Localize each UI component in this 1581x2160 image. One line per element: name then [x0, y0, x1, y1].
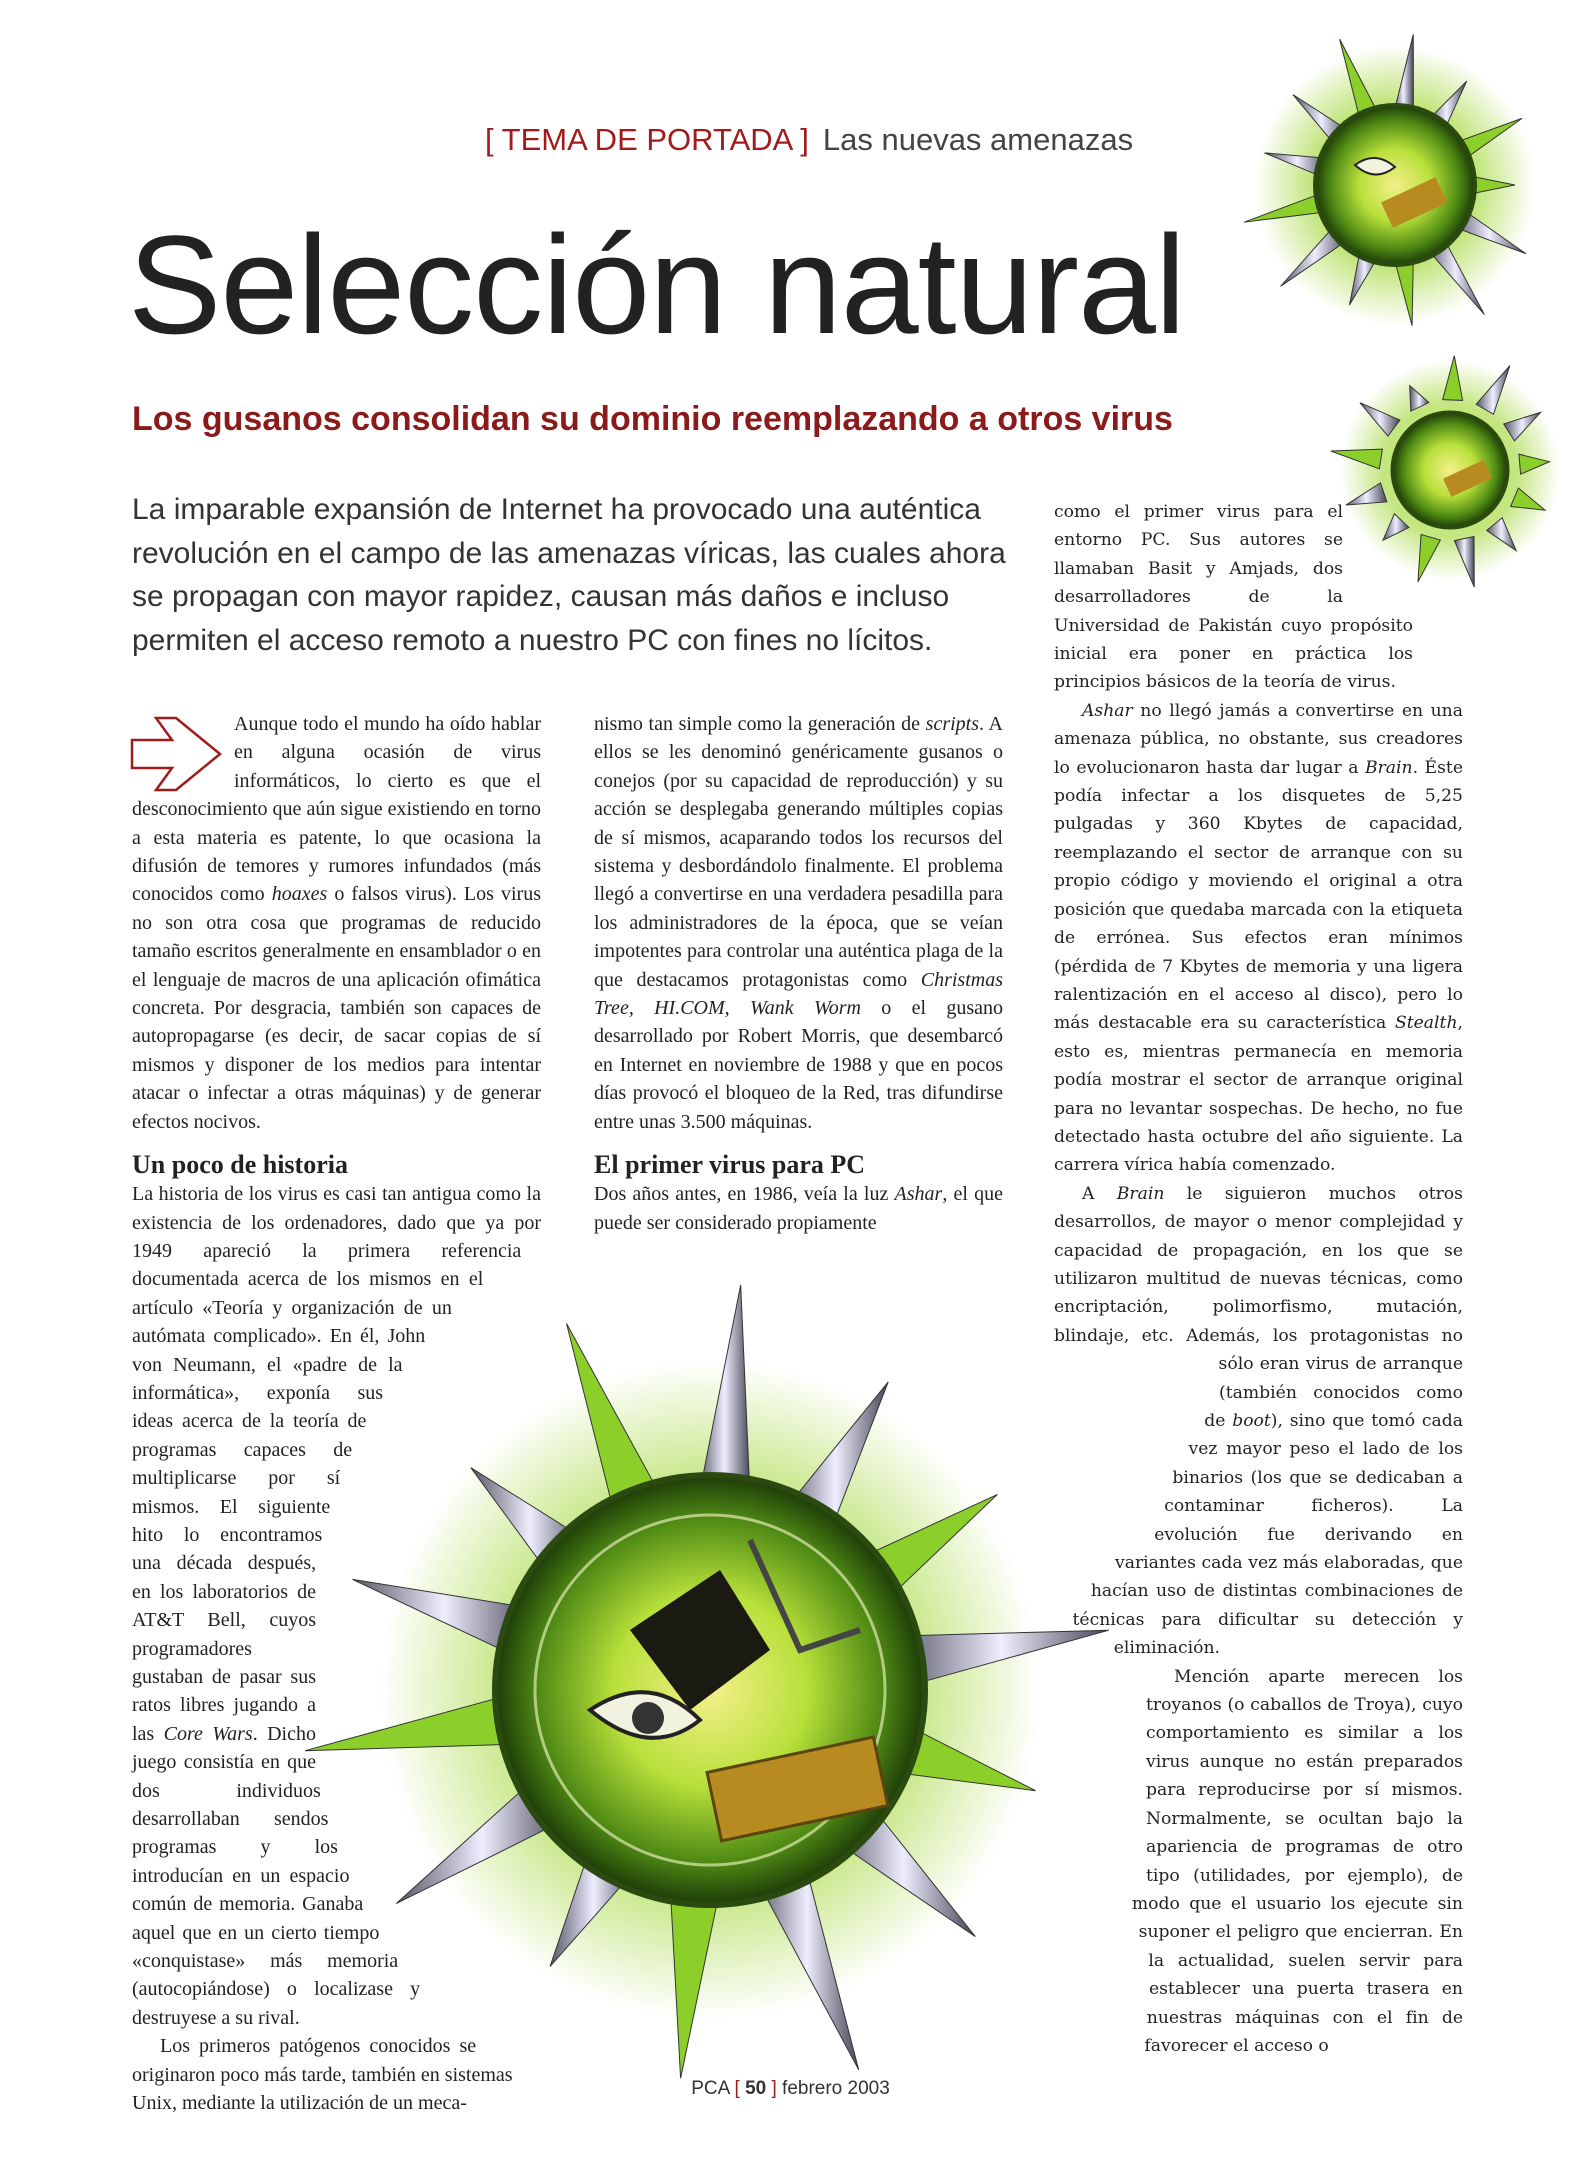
italic-term: Core Wars — [163, 1722, 253, 1745]
arrow-icon — [128, 714, 226, 794]
text-run: , esto es, mientras permanecía en memoria podía mostrar el sector de arranque original para no levantar sospechas. De hecho, no fue detectado hasta octubre del año siguiente. La carrera vírica había comenzado. — [1054, 1013, 1463, 1176]
text-run: Aunque todo el mundo ha oído hablar en alguna ocasión de virus informáticos, lo cierto es que el desconocimiento que aún sigue existiendo en torno a esta materia es patente, lo que ocasiona la difusión de temores y rumores infundados (más conocidos como — [132, 713, 541, 906]
text-run: Los primeros patógenos conocidos se originaron poco más tarde, también en sistemas Unix, mediante la utilización de un meca- — [132, 2035, 513, 2115]
text-run: como el primer virus para el entorno PC. Sus autores se llamaban Basit y Amjads, dos desarrolladores de la Universidad de Pakistán cuyo propósito inicial era poner en práctica los principios básicos de la teoría de virus. — [1054, 502, 1413, 693]
italic-term: boot — [1232, 1411, 1271, 1431]
text-run: Dos años antes, en 1986, veía la luz — [594, 1183, 895, 1206]
lead-line: revolución en el campo de las amenazas víricas, las cuales ahora — [132, 536, 1006, 570]
text-run: A — [1082, 1183, 1117, 1204]
italic-term: Wank Worm — [749, 997, 861, 1020]
article-subtitle: Los gusanos consolidan su dominio reemplazando a otros virus — [132, 400, 1173, 438]
text-run: o falsos virus). Los virus no son otra cosa que programas de reducido tamaño escritos generalmente en ensamblador o en el lenguaje de macros de una aplicación ofimática concreta. Por desgracia, también son capaces de autopropagarse (es decir, de sacar copias de sí mismos y disponer de los medios para intentar atacar o infectar a otras máquinas) y de generar efectos nocivos. — [132, 883, 541, 1133]
column-middle — [594, 710, 1003, 1237]
text-run: , — [724, 997, 750, 1020]
section-label: [ TEMA DE PORTADA ] — [485, 122, 809, 157]
text-run: Mención aparte merecen los troyanos (o caballos de Troya), cuyo comportamiento es similar a los virus aunque no están preparados para reproducirse por sí mismos. Normalmente, se ocultan bajo la apariencia de programas de otro tipo (utilidades, por ejemplo), de modo que el usuario los ejecute sin suponer el peligro que encierran. En la actualidad, suelen servir para establecer una puerta trasera en nuestras máquinas con el fin de favorecer el acceso o — [1131, 1666, 1463, 2056]
section-heading: El primer virus para PC — [594, 1150, 866, 1180]
footer-magazine: PCA — [691, 2078, 730, 2099]
lead-paragraph — [132, 488, 1032, 662]
italic-term: Brain — [1364, 757, 1413, 778]
virus-icon-top — [1220, 20, 1570, 350]
text-run: le siguieron muchos otros desarrollos, de mayor o menor complejidad y capacidad de propagación, en los que se utilizaron multitud de nuevas técnicas, como encriptación, polimorfismo, mutación, blindaje, etc. Además, los protagonistas no sólo eran virus de arranque (también conocidos como de — [1054, 1183, 1463, 1431]
italic-term: Ashar — [894, 1183, 943, 1206]
section-kicker — [485, 122, 1133, 158]
italic-term: hoaxes — [271, 883, 328, 906]
body-paragraph — [594, 710, 1003, 1136]
text-run: nismo tan simple como la generación de — [594, 713, 926, 735]
italic-term: Christmas Tree, HI.COM — [594, 968, 1003, 1020]
footer-date: febrero 2003 — [782, 2078, 890, 2099]
text-run: . Dicho juego consistía en que dos individuos desarrollaban sendos programas y los introducían en un espacio común de memoria. Ganaba aquel que en un cierto tiempo «conquistase» más memoria (autocopiándose) o localizase y destruyese a su rival. — [132, 1722, 421, 2029]
page-footer: PCA [ 50 ] febrero 2003 — [691, 2078, 890, 2099]
italic-term: Stealth — [1394, 1013, 1458, 1034]
text-run: , el que puede ser considerado propiamente — [594, 1183, 1003, 1234]
text-run: . A ellos se les denominó genéricamente gusanos o conejos (por su capacidad de reproducción) y su acción se desplegaba generando múltiples copias de sí mismos, acaparando todos los recursos del sistema y desbordándolo finalmente. El problema llegó a convertirse en una verdadera pesadilla para los administradores de la época, que se veían impotentes para controlar una auténtica plaga de la que destacamos protagonistas como — [594, 713, 1003, 991]
text-run: . Éste podía infectar a los disquetes de 5,25 pulgadas y 360 Kbytes de capacidad, reemplazando el sector de arranque con su propio código y moviendo el original a otra posición que quedaba marcada con la etiqueta de errónea. Sus efectos eran mínimos (pérdida de 7 Kbytes de memoria y una ligera ralentización en el acceso al disco), pero lo más destacable era su característica — [1054, 757, 1463, 1034]
page-number: 50 — [745, 2078, 767, 2099]
section-heading: Un poco de historia — [132, 1150, 348, 1180]
lead-line: permiten el acceso remoto a nuestro PC con fines no lícitos. — [132, 623, 933, 657]
body-paragraph — [1054, 697, 1463, 1180]
italic-term: Ashar — [1082, 700, 1133, 721]
body-paragraph — [594, 1180, 1003, 1237]
text-run: no llegó jamás a convertirse en una amenaza pública, no obstante, sus creadores lo evolucionaron hasta dar lugar a — [1054, 700, 1463, 778]
column-right — [1054, 498, 1463, 2127]
text-run: La historia de los virus es casi tan antigua como la existencia de los ordenadores, dado que ya por 1949 apareció la primera referencia documentada acerca de los mismos en el artículo «Teoría y organización de un autómata complicado». En él, John von Neumann, el «padre de la informática», exponía sus ideas acerca de la teoría de programas capaces de multiplicarse por sí mismos. El siguiente hito lo encontramos una década después, en los laboratorios de AT&T Bell, cuyos programadores gustaban de pasar sus ratos libres jugando a las — [132, 1183, 541, 1745]
lead-line: se propagan con mayor rapidez, causan más daños e incluso — [132, 580, 950, 613]
article-title: Selección natural — [128, 206, 1185, 363]
topic-label: Las nuevas amenazas — [822, 122, 1134, 157]
italic-term: Brain — [1116, 1183, 1165, 1204]
text-run: ), sino que tomó cada vez mayor peso el lado de los binarios (los que se dedicaban a contaminar ficheros). La evolución fue derivando en variantes cada vez más elaboradas, que hacían uso de distintas combinaciones de técnicas para dificultar su detección y eliminación. — [1072, 1411, 1463, 1659]
column-left — [132, 710, 541, 2148]
lead-line: La imparable expansión de Internet ha provocado una auténtica — [132, 493, 981, 526]
text-run: o el gusano desarrollado por Robert Morris, que desembarcó en Internet en noviembre de 1988 y que en pocos días provocó el bloqueo de la Red, tras difundirse entre unas 3.500 máquinas. — [594, 997, 1003, 1133]
italic-term: scripts — [925, 713, 979, 735]
